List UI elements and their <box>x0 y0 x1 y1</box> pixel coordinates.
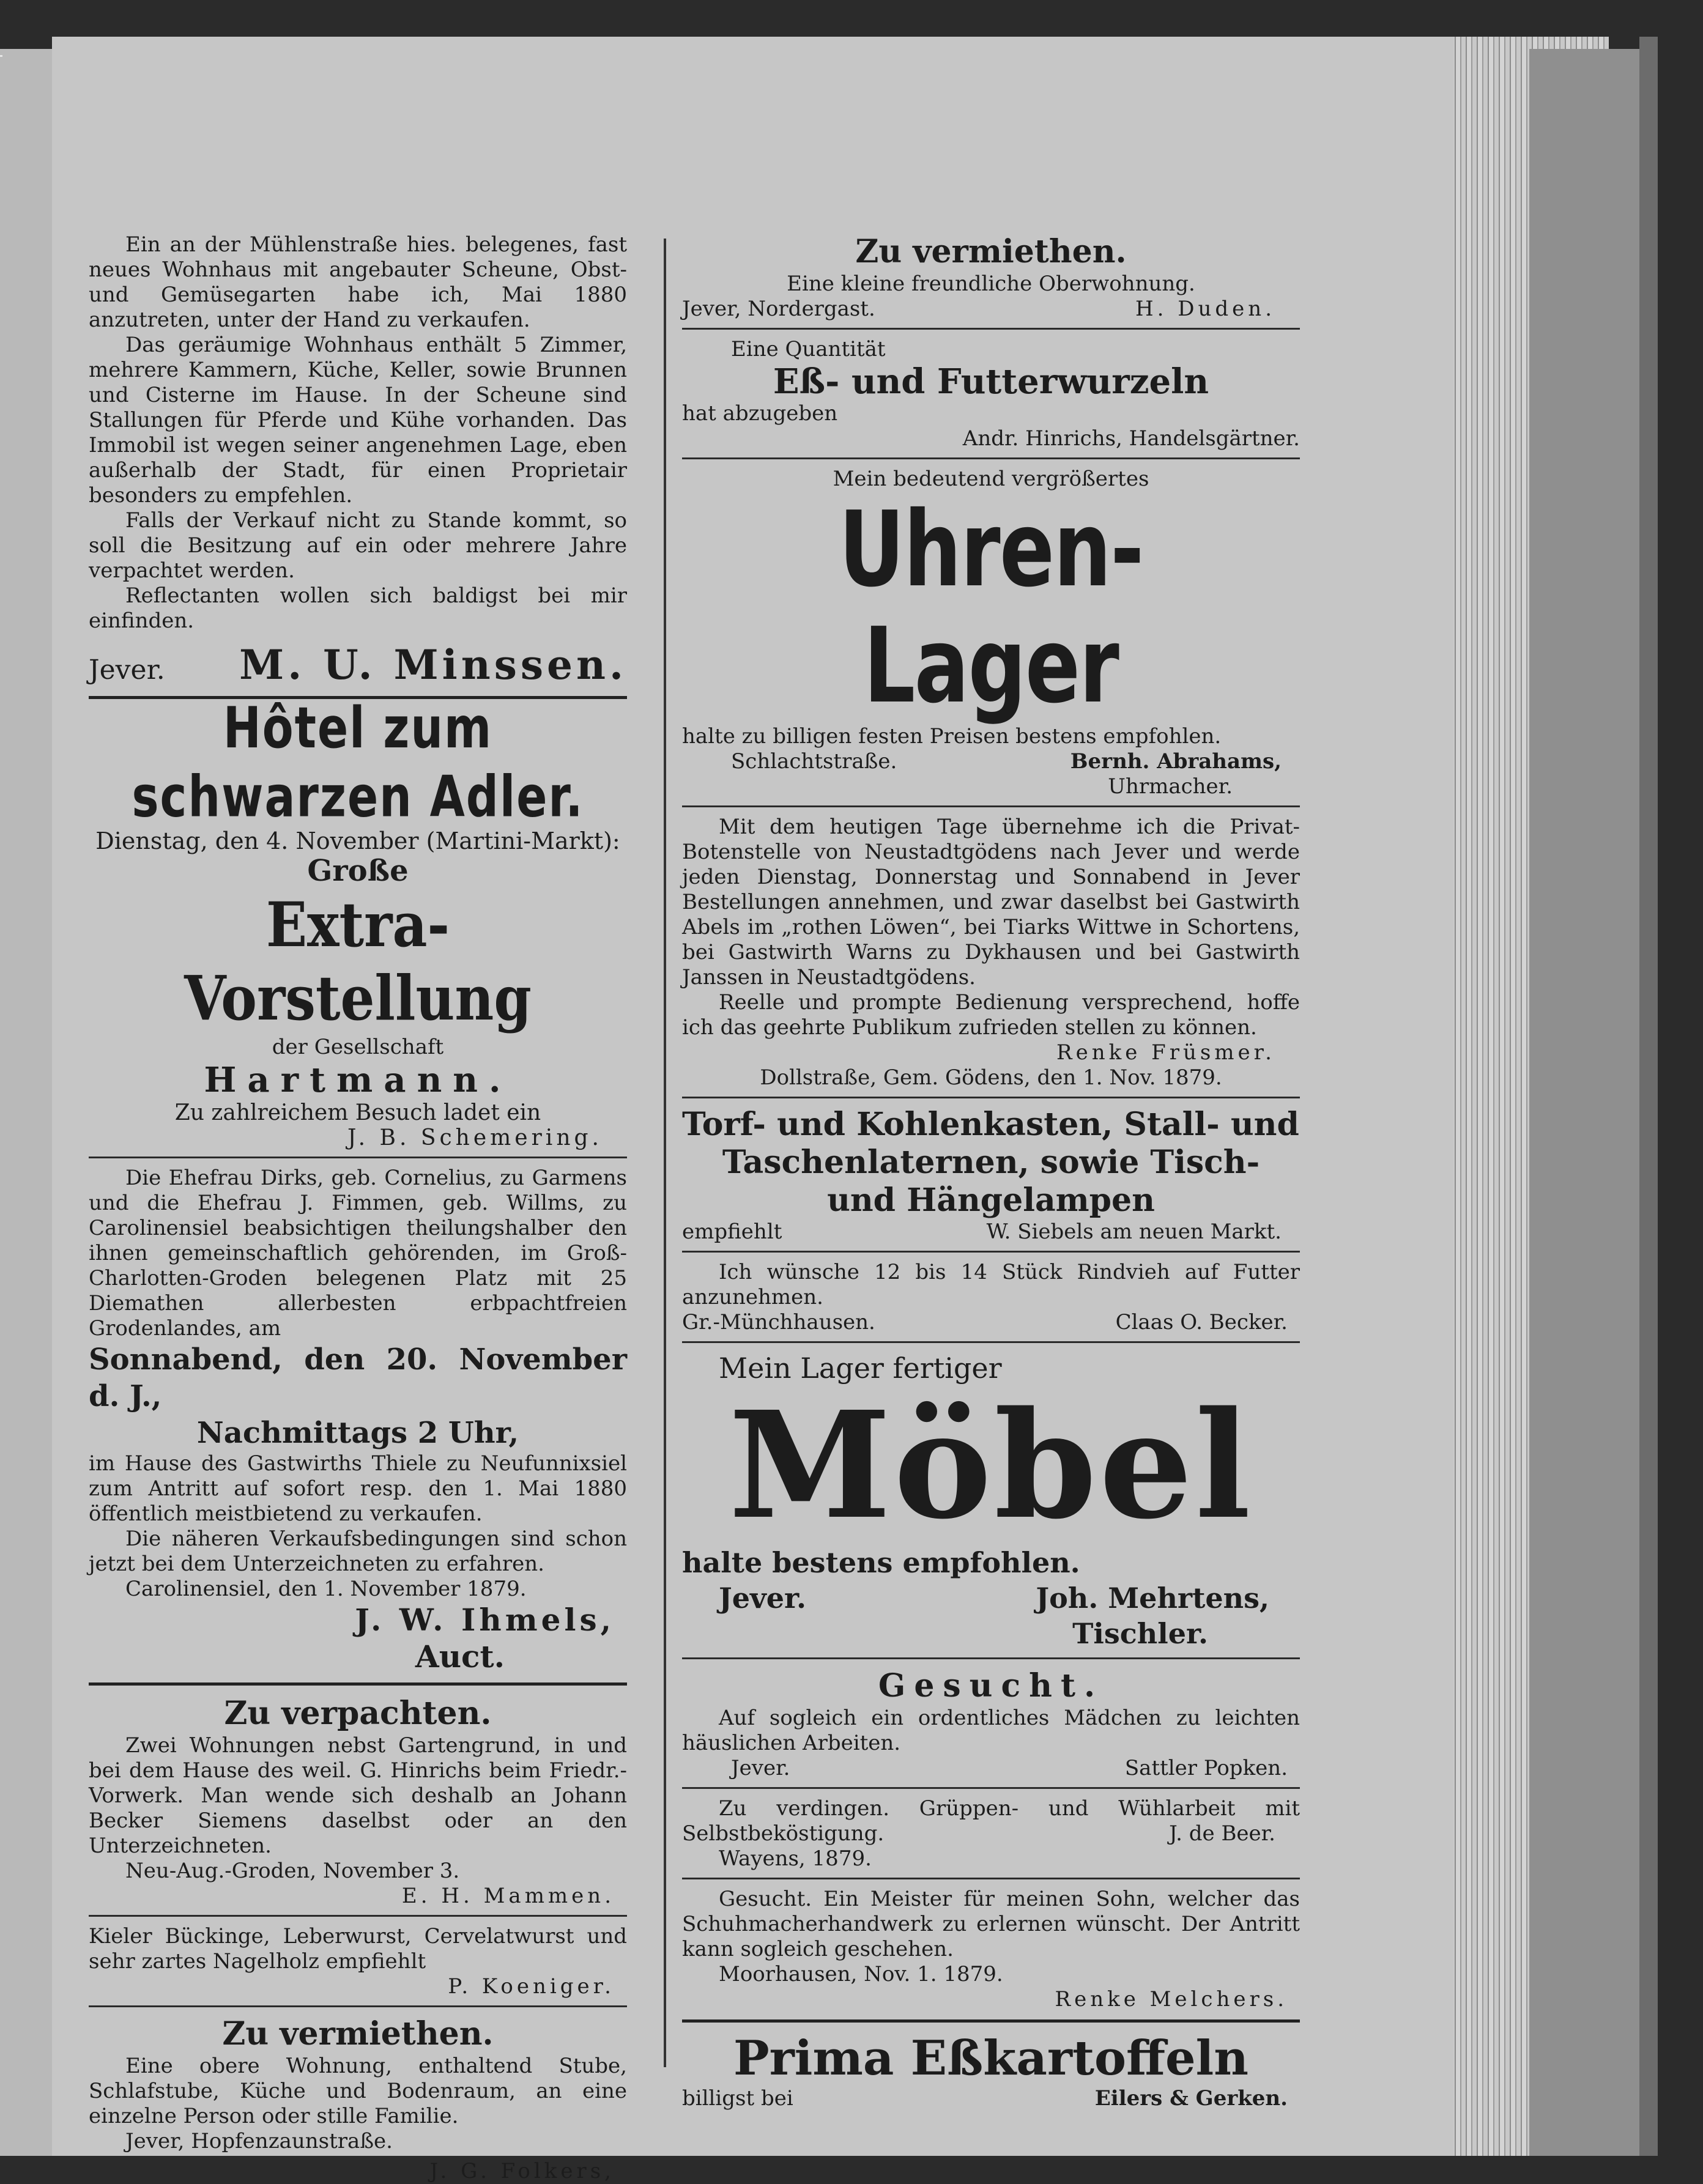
ad-signature: Sattler Popken. <box>1124 1756 1288 1780</box>
ad-sausage <box>89 1924 627 1999</box>
left-page-edge <box>0 49 52 2156</box>
event-company: Hartmann. <box>204 1060 512 1100</box>
ad-lease <box>89 1694 627 1909</box>
ad-text: Das geräumige Wohnhaus enthält 5 Zimmer, mehrere Kammern, Küche, Keller, sowie Brunnen und Cisterne im Hause. In der Scheune sind Stallungen für Pferde und Kühe vorhanden. Das Immobil ist wegen seiner angenehmen Lage, eben außerhalb der Stadt, für einen Proprietair besonders zu empfehlen. <box>89 333 627 508</box>
ad-separator <box>682 2019 1300 2023</box>
ad-separator <box>682 1787 1300 1789</box>
ad-separator <box>682 457 1300 459</box>
ad-signature: W. Siebels am neuen Markt. <box>986 1220 1282 1244</box>
ad-signature: P. Koeniger. <box>448 1974 615 1999</box>
ad-rent-right <box>682 232 1300 322</box>
ad-signature: J. W. Ihmels, <box>355 1602 615 1638</box>
ad-text: empfiehlt <box>682 1220 782 1244</box>
ad-signature: Bernh. Abrahams, <box>1070 749 1282 774</box>
ad-heading: Gesucht. <box>878 1667 1104 1705</box>
book-cover-board <box>1529 49 1652 2156</box>
ad-separator <box>89 1157 627 1158</box>
ad-text: Ein an der Mühlenstraße hies. belegenes, fast neues Wohnhaus mit angebauter Scheune, Obst- und Gemüsegarten habe ich, Mai 1880 anzutreten, unter der Hand zu verkaufen. <box>89 232 627 332</box>
ad-text: halte zu billigen festen Preisen bestens empfohlen. <box>682 724 1222 749</box>
event-date: Dienstag, den 4. November (Martini-Markt): <box>95 827 620 854</box>
ad-signature: E. H. Mammen. <box>401 1884 615 1908</box>
ad-text: Die näheren Verkaufsbedingungen sind schon jetzt bei dem Unterzeichneten zu erfahren. <box>89 1527 627 1576</box>
ad-text: billigst bei <box>682 2086 793 2111</box>
ad-text: Eine obere Wohnung, enthaltend Stube, Schlafstube, Küche und Bodenraum, an eine einzelne Person oder stille Familie. <box>89 2054 627 2128</box>
ad-signature-title: Auct. <box>415 1638 505 1675</box>
ad-text: hat abzugeben <box>682 401 838 426</box>
ad-heading: Prima Eßkartoffeln <box>733 2030 1249 2086</box>
left-column <box>89 232 627 2184</box>
ad-signature: Andr. Hinrichs, Handelsgärtner. <box>962 426 1300 451</box>
ad-furniture <box>682 1350 1300 1651</box>
ad-text: Kieler Bückinge, Leberwurst, Cervelatwurst und sehr zartes Nagelholz empfiehlt <box>89 1924 627 1974</box>
ad-land-auction <box>89 1166 627 1675</box>
ad-place-date: Neu-Aug.-Groden, November 3. <box>125 1859 460 1883</box>
ad-potatoes <box>682 2031 1300 2111</box>
ad-intro: Mein bedeutend vergrößertes <box>833 467 1149 491</box>
ad-separator <box>682 805 1300 807</box>
ad-signature-title: Tischler. <box>1072 1617 1208 1650</box>
ad-text: Zwei Wohnungen nebst Gartengrund, in und bei dem Hause des weil. G. Hinrichs beim Friedr.-Vorwerk. Man wende sich deshalb an Johann Becker Siemens daselbst oder an den Unterzeichneten. <box>89 1733 627 1858</box>
ad-text: Reelle und prompte Bedienung versprechend, hoffe ich das geehrte Publikum zufrieden stellen zu können. <box>682 990 1300 1040</box>
ad-messenger <box>682 815 1300 1090</box>
ad-separator <box>682 1097 1300 1098</box>
event-title: Extra-Vorstellung <box>184 889 532 1034</box>
ad-heading: Zu verpachten. <box>224 1695 492 1732</box>
ad-signature: J. B. Schemering. <box>347 1125 603 1150</box>
ad-signature: M. U. Minssen. <box>239 641 627 689</box>
event-society-label: der Gesellschaft <box>272 1035 444 1059</box>
ad-place: Gr.-Münchhausen. <box>682 1310 875 1334</box>
event-grosse: Große <box>307 854 409 888</box>
ad-signature: H. Duden. <box>1135 297 1275 321</box>
ad-text: halte bestens empfohlen. <box>682 1546 1080 1579</box>
ad-text: Die Ehefrau Dirks, geb. Cornelius, zu Garmens und die Ehefrau J. Fimmen, geb. Willms, zu Carolinensiel beabsichtigen theilungshalber den ihnen gemeinschaftlich gehörenden, im Groß-Charlotten-Groden belegenen Platz mit 25 Diemathen allerbesten erbpachtfreien Grodenlandes, am <box>89 1166 627 1341</box>
newspaper-page <box>52 37 1453 2183</box>
ad-heading: Taschenlaternen, sowie Tisch- <box>722 1144 1260 1181</box>
ad-clocks <box>682 467 1300 799</box>
ad-lamps <box>682 1106 1300 1245</box>
ad-rent-left <box>89 2015 627 2184</box>
ad-place: Schlachtstraße. <box>731 749 897 774</box>
ad-separator <box>682 1341 1300 1343</box>
ad-signature: Renke Früsmer. <box>1056 1040 1275 1065</box>
ad-text: Zu verdingen. Grüppen- und Wühlarbeit mit Selbstbeköstigung. <box>682 1796 1300 1846</box>
ad-signature: Renke Melchers. <box>1055 1987 1288 2012</box>
ad-heading: Zu vermiethen. <box>222 2015 494 2053</box>
ad-cattle <box>682 1260 1300 1335</box>
ad-intro: Eine Quantität <box>731 337 886 361</box>
auction-date: Sonnabend, den 20. November d. J., <box>89 1342 627 1413</box>
right-column <box>682 232 1300 2111</box>
ad-signature-title: Uhrmacher. <box>1108 774 1233 799</box>
ad-text: Reflectanten wollen sich baldigst bei mir einfinden. <box>89 583 627 633</box>
ad-text: im Hause des Gastwirths Thiele zu Neufunnixsiel zum Antritt auf sofort resp. den 1. Mai 1880 öffentlich meistbietend zu verkaufen. <box>89 1451 627 1526</box>
ad-heading: und Hängelampen <box>827 1182 1155 1219</box>
ad-text: Falls der Verkauf nicht zu Stande kommt, so soll die Besitzung auf ein oder mehrere Jahre verpachtet werden. <box>89 508 627 583</box>
ad-place-date: Dollstraße, Gem. Gödens, den 1. Nov. 1879. <box>760 1065 1222 1090</box>
ad-text: Ich wünsche 12 bis 14 Stück Rindvieh auf Futter anzunehmen. <box>682 1260 1300 1309</box>
ad-signature: Joh. Mehrtens, <box>1036 1582 1269 1615</box>
book-cover-edge <box>1639 37 1658 2156</box>
ad-signature: Claas O. Becker. <box>1115 1310 1288 1334</box>
column-divider <box>664 239 666 2067</box>
ad-text: Eine kleine freundliche Oberwohnung. <box>787 272 1195 296</box>
ad-intro: Mein Lager fertiger <box>719 1352 1002 1385</box>
ad-place: Jever. <box>89 654 165 686</box>
ad-text: Auf sogleich ein ordentliches Mädchen zu leichten häuslichen Arbeiten. <box>682 1706 1300 1755</box>
ad-text: Gesucht. Ein Meister für meinen Sohn, welcher das Schuhmacherhandwerk zu erlernen wünscht. Der Antritt kann sogleich geschehen. <box>682 1887 1300 1961</box>
ad-separator <box>682 1657 1300 1659</box>
hotel-title: Hôtel zum schwarzen Adler. <box>132 695 584 830</box>
ad-heading: Uhren-Lager <box>839 489 1143 727</box>
ad-signature: J. G. Folkers, <box>429 2159 615 2183</box>
ad-heading: Zu vermiethen. <box>855 233 1127 270</box>
ad-place-date: Wayens, 1879. <box>719 1846 872 1871</box>
ad-separator <box>682 1251 1300 1253</box>
ad-signature: J. de Beer. <box>1169 1821 1275 1846</box>
ad-place: Jever. <box>731 1756 790 1780</box>
ad-place: Jever, Hopfenzaunstraße. <box>125 2129 393 2153</box>
event-invite: Zu zahlreichem Besuch ladet ein <box>174 1100 541 1125</box>
ad-heading: Torf- und Kohlenkasten, Stall- und <box>682 1106 1299 1143</box>
ad-wanted-maid <box>682 1667 1300 1781</box>
ad-house-sale <box>89 232 627 689</box>
ad-apprentice <box>682 1887 1300 2012</box>
ad-heading: Eß- und Futterwurzeln <box>773 361 1209 402</box>
ad-separator <box>682 328 1300 330</box>
ad-text: Mit dem heutigen Tage übernehme ich die Privat-Botenstelle von Neustadtgödens nach Jever und werde jeden Dienstag, Donnerstag und Sonnabend in Jever Bestellungen annehmen, und zwar daselbst bei Gastwirth Abels im „rothen Löwen“, bei Tiarks Wittwe in Schortens, bei Gastwirth Warns zu Dykhausen und bei Gastwirth Janssen in Neustadtgödens. <box>682 815 1300 990</box>
ad-separator <box>89 1682 627 1686</box>
auction-time: Nachmittags 2 Uhr, <box>196 1416 519 1450</box>
ad-place-date: Moorhausen, Nov. 1. 1879. <box>719 1962 1003 1986</box>
ad-separator <box>89 1915 627 1917</box>
ad-work <box>682 1796 1300 1871</box>
ad-place: Jever. <box>719 1582 807 1615</box>
ad-separator <box>89 2005 627 2007</box>
ad-place-date: Carolinensiel, den 1. November 1879. <box>125 1577 527 1601</box>
ad-separator <box>682 1878 1300 1879</box>
ad-hotel-performance <box>89 695 627 1150</box>
ad-signature: Eilers & Gerken. <box>1094 2086 1288 2111</box>
ad-roots <box>682 337 1300 451</box>
ad-place: Jever, Nordergast. <box>682 297 875 321</box>
ad-heading: Möbel <box>729 1379 1253 1552</box>
